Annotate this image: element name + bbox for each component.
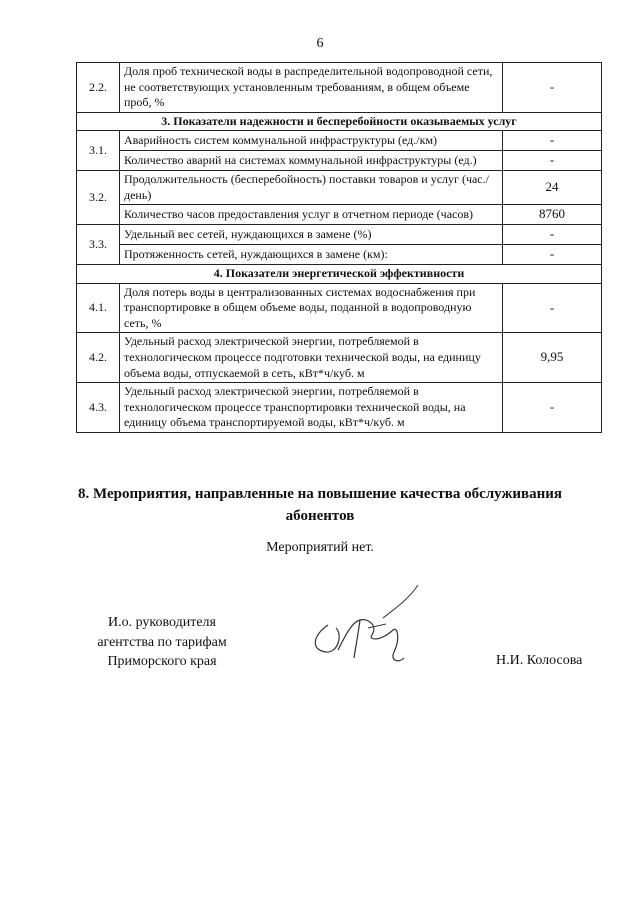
- row-number: 4.3.: [77, 383, 120, 433]
- signatory-title-line-1: И.о. руководителя: [107, 615, 216, 630]
- signatory-name: Н.И. Колосова: [496, 653, 583, 668]
- table-row: [77, 333, 602, 383]
- indicator-description: Удельный вес сетей, нуждающихся в замене (%): [120, 225, 503, 245]
- table-row: [77, 131, 602, 151]
- row-number: 3.2.: [77, 171, 120, 225]
- indicator-description: Удельный расход электрической энергии, потребляемой в технологическом процессе подготовки технической воды, на единицу объема воды, отпускаемой в сеть, кВт*ч/куб. м: [120, 333, 503, 383]
- indicator-value: -: [503, 225, 602, 245]
- indicator-value: 24: [503, 171, 602, 205]
- row-number: 4.2.: [77, 333, 120, 383]
- indicator-description: Аварийность систем коммунальной инфраструктуры (ед./км): [120, 131, 503, 151]
- signatory-title: [62, 613, 262, 672]
- indicator-description: Доля потерь воды в централизованных системах водоснабжения при транспортировке в общем объеме воды, поданной в водопроводную сеть, %: [120, 283, 503, 333]
- table-row: [77, 171, 602, 205]
- indicator-description: Протяженность сетей, нуждающихся в замене (км):: [120, 245, 503, 265]
- indicator-description: Доля проб технической воды в распределительной водопроводной сети, не соответствующих установленным требованиям, в общем объеме проб, %: [120, 63, 503, 113]
- table-row: [77, 205, 602, 225]
- indicator-value: -: [503, 245, 602, 265]
- indicator-value: 8760: [503, 205, 602, 225]
- no-measures-text: Мероприятий нет.: [266, 540, 374, 555]
- table-row: [77, 151, 602, 171]
- indicator-value: -: [503, 383, 602, 433]
- row-number: 4.1.: [77, 283, 120, 333]
- section-8-heading: 8. Мероприятия, направленные на повышение качества обслуживания абонентов: [77, 486, 562, 524]
- indicators-table: [76, 62, 602, 433]
- table-row: [77, 245, 602, 265]
- row-number: 3.1.: [77, 131, 120, 171]
- signatory-title-line-2: агентства по тарифам: [97, 634, 227, 650]
- table-row: [77, 63, 602, 113]
- indicator-value: 9,95: [503, 333, 602, 383]
- indicator-value: -: [503, 151, 602, 171]
- table-section-row: [77, 265, 602, 284]
- table-row: [77, 283, 602, 333]
- row-number: 2.2.: [77, 63, 120, 113]
- row-number: 3.3.: [77, 225, 120, 265]
- table-row: [77, 383, 602, 433]
- indicator-description: Удельный расход электрической энергии, потребляемой в технологическом процессе транспортировки технической воды, на единицу объема транспортируемой воды, кВт*ч/куб. м: [120, 383, 503, 433]
- table-section-row: [77, 112, 602, 131]
- section-title: 3. Показатели надежности и бесперебойности оказываемых услуг: [77, 112, 602, 131]
- indicator-description: Продолжительность (бесперебойность) поставки товаров и услуг (час./день): [120, 171, 503, 205]
- indicator-value: -: [503, 283, 602, 333]
- handwritten-signature: [298, 580, 438, 680]
- indicator-value: -: [503, 131, 602, 151]
- page-number: 6: [316, 36, 324, 51]
- signatory-title-line-3: Приморского края: [107, 654, 217, 670]
- indicator-value: -: [503, 63, 602, 113]
- indicator-description: Количество аварий на системах коммунальной инфраструктуры (ед.): [120, 151, 503, 171]
- indicator-description: Количество часов предоставления услуг в отчетном периоде (часов): [120, 205, 503, 225]
- section-title: 4. Показатели энергетической эффективности: [77, 265, 602, 284]
- table-row: [77, 225, 602, 245]
